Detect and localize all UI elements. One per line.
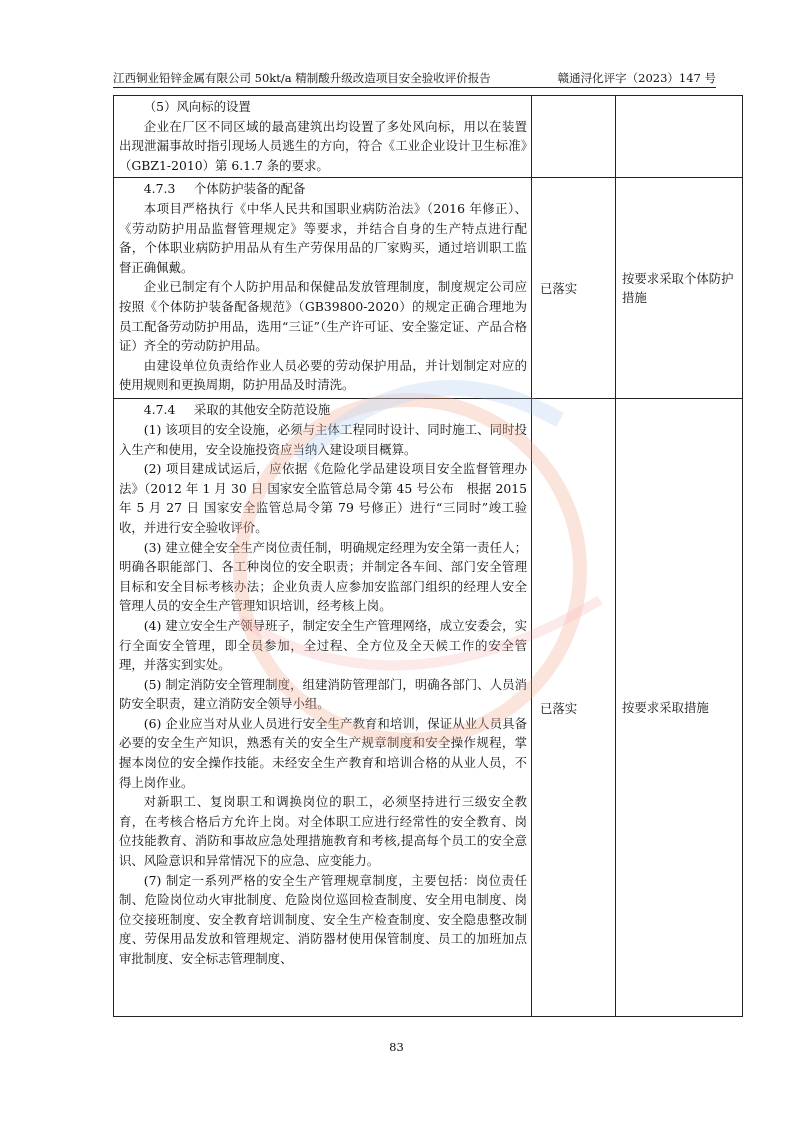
section-title: 个体防护装备的配备 (193, 181, 306, 197)
section-number: 4.7.3 (143, 181, 176, 197)
paragraph: (3) 建立健全安全生产岗位责任制，明确规定经理为安全第一责任人；明确各职能部门、各工种岗位的安全职责；并制定各车间、部门安全管理目标和安全目标考核办法；企业负责人应参加安监部门组织的经理人安全管理人员的安全生产管理知识培训，经考核上岗。 (119, 539, 527, 614)
section-title: 采取的其他安全防范设施 (193, 402, 331, 418)
evaluation-table (113, 95, 743, 1017)
paragraph: (1) 该项目的安全设施，必须与主体工程同时设计、同时施工、同时投入生产和使用，安全设施投资应当纳入建设项目概算。 (119, 421, 527, 457)
paragraph: 企业在厂区不同区域的最高建筑出均设置了多处风向标，用以在装置出现泄漏事故时指引现场人员逃生的方向，符合《工业企业设计卫生标准》（GBZ1-2010）第 6.1.7 条的要求。 (119, 118, 527, 173)
paragraph: 由建设单位负责给作业人员必要的劳动保护用品，并计划制定对应的使用规则和更换周期，防护用品及时清洗。 (119, 357, 527, 393)
page-number: 83 (389, 1040, 404, 1054)
row-content-cell (114, 178, 532, 399)
table-row (114, 96, 743, 178)
table-row (114, 178, 743, 399)
paragraph: (7) 制定一系列严格的安全生产管理规章制度，主要包括：岗位责任制、危险岗位动火审批制度、危险岗位巡回检查制度、安全用电制度、岗位交接班制度、安全教育培训制度、安全生产检查制度、安全隐患整改制度、劳保用品发放和管理规定、消防器材使用保管制度、员工的加班加点审批制度、安全标志管理制度、 (119, 872, 527, 966)
report-title: 江西铜业铅锌金属有限公司 50kt/a 精制酸升级改造项目安全验收评价报告 (113, 71, 491, 85)
table-row (114, 399, 743, 1017)
implementation-status: 已落实 (532, 178, 616, 399)
paragraph: 对新职工、复岗职工和调换岗位的职工，必须坚持进行三级安全教育，在考核合格后方允许上岗。对全体职工应进行经常性的安全教育、岗位技能教育、消防和事故应急处理措施教育和考核,提高每个员工的安全意识、风险意识和异常情况下的应急、应变能力。 (119, 794, 527, 869)
paragraph: (6) 企业应当对从业人员进行安全生产教育和培训，保证从业人员具备必要的安全生产知识，熟悉有关的安全生产规章制度和安全操作规程，掌握本岗位的安全操作技能。未经安全生产教育和培训合格的从业人员，不得上岗作业。 (119, 715, 527, 790)
section-heading: （5）风向标的设置 (143, 99, 251, 114)
section-heading (119, 179, 527, 199)
section-heading (119, 400, 527, 420)
report-number: 赣通浔化评字（2023）147 号 (557, 71, 716, 85)
section-number: 4.7.4 (143, 402, 176, 418)
paragraph: (4) 建立安全生产领导班子，制定安全生产管理网络，成立安委会，实行全面安全管理，即全员参加，全过程、全方位及全天候工作的安全管理，并落实到实处。 (119, 617, 527, 673)
paragraph: (2) 项目建成试运后，应依据《危险化学品建设项目安全监督管理办法》（2012 年 1 月 30 日 国家安全监管总局令第 45 号公布 根据 2015 年 5 月 27 日 国家安全监管总局令第 79 号修正）进行“三同时”竣工验收，并进行安全验收评价。 (119, 461, 527, 535)
measure-taken (616, 96, 743, 178)
row-content-cell (114, 96, 532, 178)
implementation-status: 已落实 (532, 399, 616, 1017)
measure-taken: 按要求采取个体防护措施 (616, 178, 743, 399)
paragraph: 本项目严格执行《中华人民共和国职业病防治法》（2016 年修正）、《劳动防护用品监督管理规定》等要求，并结合自身的生产特点进行配备，个体职业病防护用品从有生产劳保用品的厂家购买，通过培训职工监督正确佩戴。 (119, 200, 527, 275)
page-header (113, 70, 716, 86)
row-content-cell (114, 399, 532, 1017)
implementation-status (532, 96, 616, 178)
header-divider (113, 87, 716, 88)
paragraph: 企业已制定有个人防护用品和保健品发放管理制度，制度规定公司应按照《个体防护装备配备规范》（GB39800-2020）的规定正确合理地为员工配备劳动防护用品，选用“三证”（生产许可证、安全鉴定证、产品合格证）齐全的劳动防护用品。 (119, 279, 527, 354)
paragraph: (5) 制定消防安全管理制度，组建消防管理部门，明确各部门、人员消防安全职责，建立消防安全领导小组。 (119, 676, 527, 712)
measure-taken: 按要求采取措施 (616, 399, 743, 1017)
